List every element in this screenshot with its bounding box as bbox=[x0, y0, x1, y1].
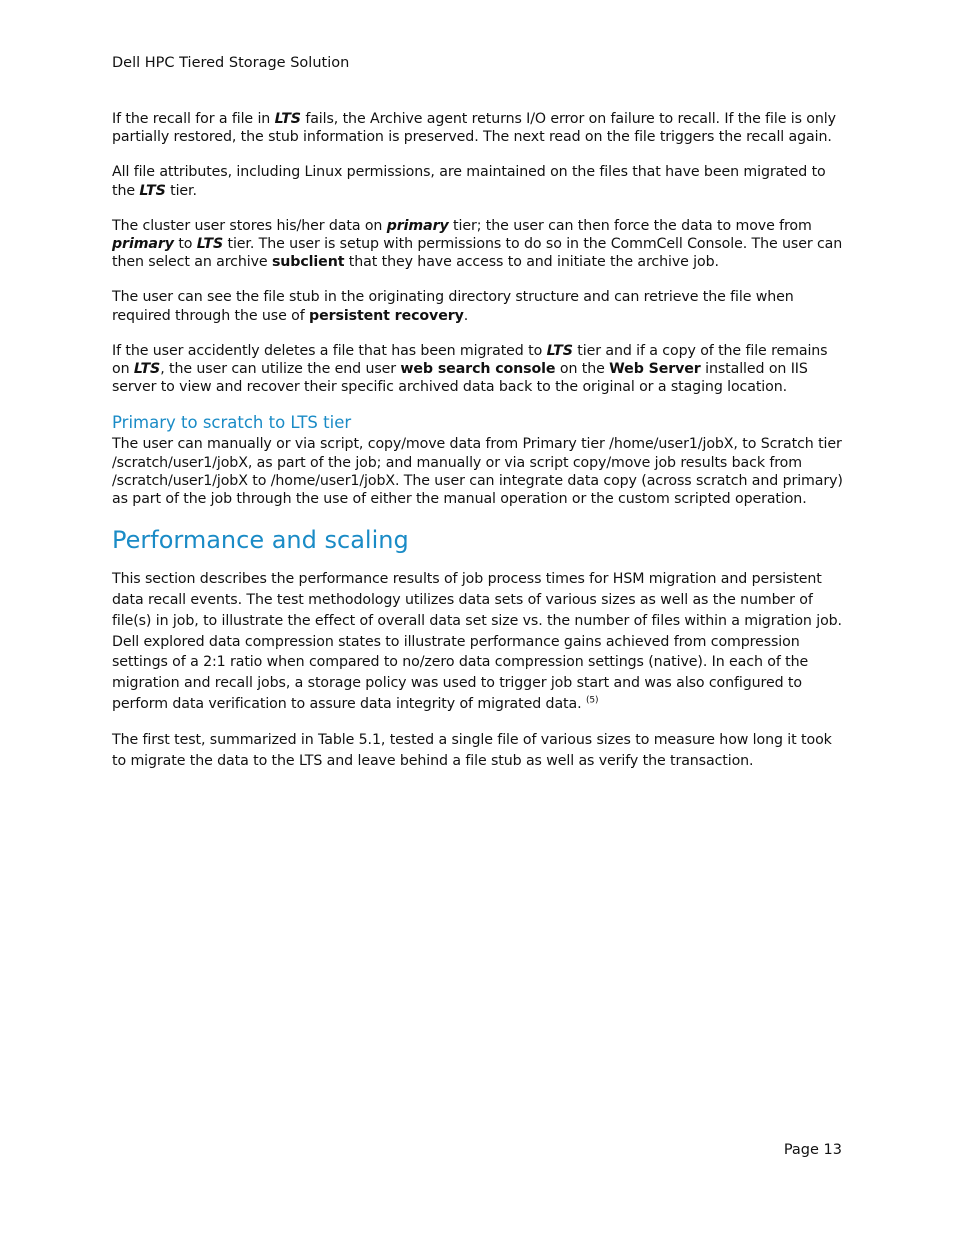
text: . bbox=[463, 307, 469, 324]
paragraph-performance-intro bbox=[112, 569, 846, 715]
paragraph-first-test: The first test, summarized in Table 5.1, tested a single file of various sizes to measure how long it took to migrate the data to the LTS and leave behind a file stub as well as verify the transaction. bbox=[112, 731, 832, 769]
text: installed on IIS server to view and recover their specific archived data back to the original or a staging location. bbox=[112, 361, 808, 396]
section-heading: Performance and scaling bbox=[112, 526, 409, 555]
page-number: Page 13 bbox=[783, 1142, 842, 1158]
text: tier. The user is setup with permissions to do so in the CommCell Console. The user can then select an archive bbox=[112, 236, 843, 271]
text: , the user can utilize the end user bbox=[160, 361, 401, 378]
paragraph-file-attributes bbox=[112, 163, 846, 199]
text: The user can see the file stub in the originating directory structure and can retrieve the file when required through the use of bbox=[112, 289, 794, 324]
lts-term: LTS bbox=[139, 182, 166, 199]
text: on the bbox=[555, 361, 610, 378]
text: that they have access to and initiate the archive job. bbox=[344, 254, 719, 271]
running-header: Dell HPC Tiered Storage Solution bbox=[112, 55, 350, 71]
text: fails, the Archive agent returns I/O error on failure to recall. If the file is only partially restored, the stub information is preserved. The next read on the file triggers the recall again. bbox=[112, 111, 836, 146]
primary-term: primary bbox=[386, 217, 449, 234]
text: to bbox=[173, 236, 197, 253]
text: All file attributes, including Linux permissions, are maintained on the files that have been migrated to the bbox=[112, 164, 826, 199]
text: The cluster user stores his/her data on bbox=[112, 217, 387, 234]
text: This section describes the performance results of job process times for HSM migration and persistent data recall events. The test methodology utilizes data sets of various sizes as well as the number of file(s) in job, to illustrate the effect of overall data set size vs. the number of files within a migration job. Dell explored data compression states to illustrate performance gains achieved from compression settings of a 2:1 ratio when compared to no/zero data compression settings (native). In each of the migration and recall jobs, a storage policy was used to trigger job start and was also configured to perform data verification to assure data integrity of migrated data. bbox=[112, 571, 842, 713]
lts-term: LTS bbox=[546, 342, 573, 359]
web-search-console-term: web search console bbox=[400, 361, 556, 378]
primary-term: primary bbox=[112, 236, 174, 253]
subclient-term: subclient bbox=[271, 254, 345, 271]
text: tier and if a copy of the file remains on bbox=[112, 342, 828, 378]
paragraph-recall-failure bbox=[112, 110, 846, 146]
paragraph-primary-to-scratch: The user can manually or via script, copy/move data from Primary tier /home/user1/jobX, to Scratch tier /scratch/user1/jobX, as part of the job; and manually or via script copy/move job results back from /scratch/user1/jobX to /home/user1/jobX. The user can integrate data copy (across scratch and primary) as part of the job through the use of either the manual operation or the custom scripted operation. bbox=[112, 436, 843, 508]
text: If the recall for a file in bbox=[112, 111, 275, 127]
lts-term: LTS bbox=[196, 236, 224, 253]
reference-marker: (5) bbox=[585, 695, 599, 706]
lts-term: LTS bbox=[133, 361, 161, 378]
paragraph-file-stub bbox=[112, 288, 846, 324]
text: tier; the user can then force the data to move from bbox=[448, 217, 812, 234]
text: If the user accidently deletes a file that has been migrated to bbox=[112, 342, 547, 359]
web-server-term: Web Server bbox=[609, 361, 701, 378]
lts-term: LTS bbox=[274, 111, 301, 127]
paragraph-cluster-user bbox=[112, 217, 846, 272]
subsection-heading: Primary to scratch to LTS tier bbox=[112, 413, 352, 433]
paragraph-accidental-delete bbox=[112, 342, 846, 397]
text: tier. bbox=[165, 182, 197, 199]
persistent-recovery-term: persistent recovery bbox=[309, 307, 464, 324]
page-body bbox=[112, 110, 846, 786]
